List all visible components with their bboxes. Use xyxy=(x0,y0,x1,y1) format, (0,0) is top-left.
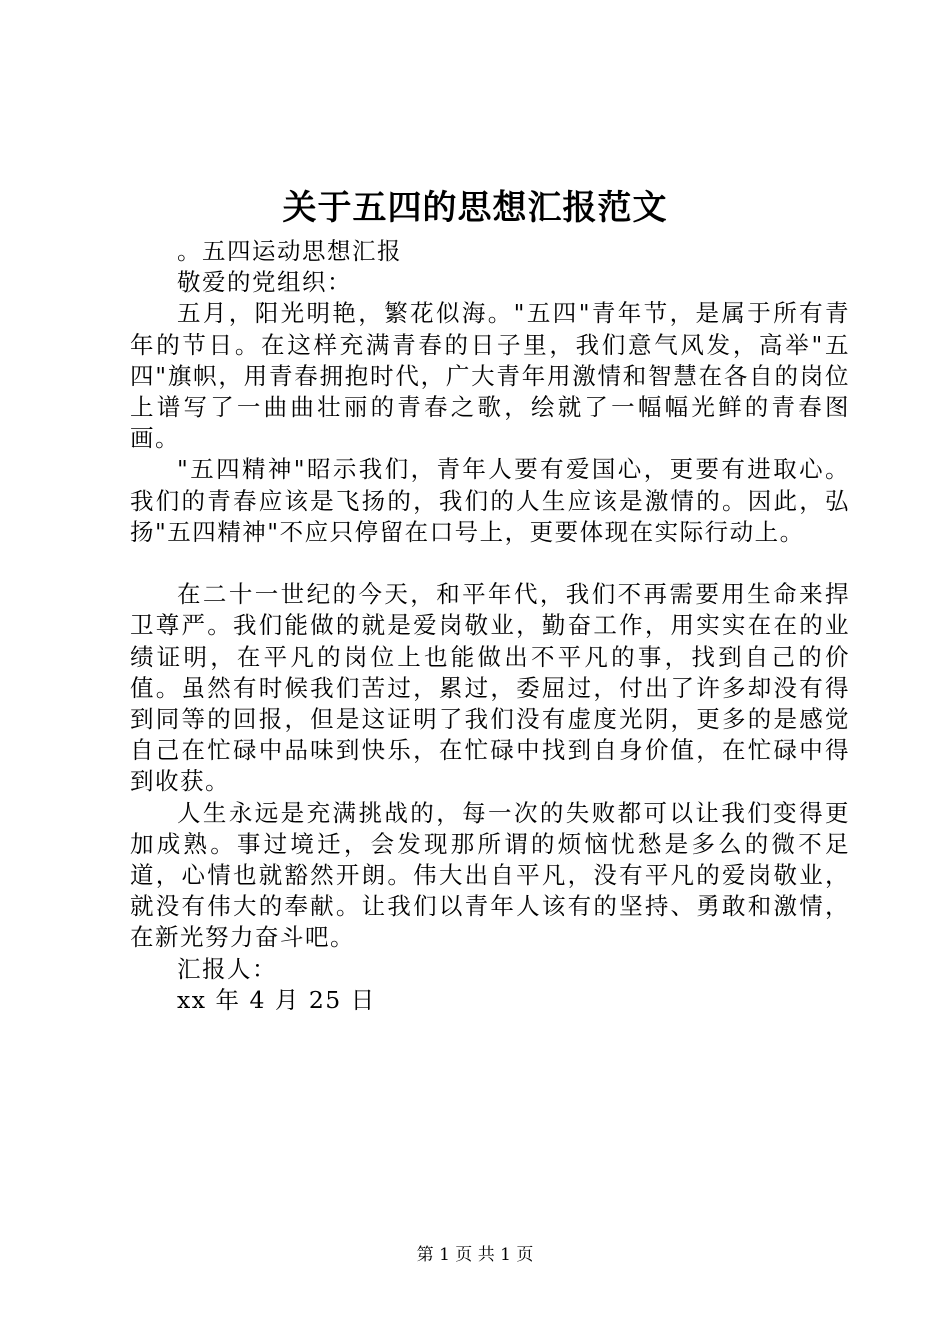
reporter-label: 汇报人： xyxy=(177,954,277,983)
page-footer: 第 1 页 共 1 页 xyxy=(416,1245,534,1265)
paragraph-2: "五四精神"昭示我们，青年人要有爱国心，更要有进取心。我们的青春应该是飞扬的，我们的人生应该是激情的。因此，弘扬"五四精神"不应只停留在口号上，更要体现在实际行动上。 xyxy=(130,455,850,546)
document-body xyxy=(130,236,850,1016)
paragraph-1: 五月，阳光明艳，繁花似海。"五四"青年节，是属于所有青年的节日。在这样充满青春的日子里，我们意气风发，高举"五四"旗帜，用青春拥抱时代，广大青年用激情和智慧在各自的岗位上谱写了一曲曲壮丽的青春之歌，绘就了一幅幅光鲜的青春图画。 xyxy=(130,299,850,453)
document-subtitle: 。五四运动思想汇报 xyxy=(177,237,402,265)
salutation: 敬爱的党组织： xyxy=(177,268,352,297)
paragraph-3: 在二十一世纪的今天，和平年代，我们不再需要用生命来捍卫尊严。我们能做的就是爱岗敬业，勤奋工作，用实实在在的业绩证明，在平凡的岗位上也能做出不平凡的事，找到自己的价值。虽然有时候我们苦过，累过，委屈过，付出了许多却没有得到同等的回报，但是这证明了我们没有虚度光阴，更多的是感觉自己在忙碌中品味到快乐，在忙碌中找到自身价值，在忙碌中得到收获。 xyxy=(130,580,850,796)
report-date: xx 年 4 月 25 日 xyxy=(177,985,376,1014)
paragraph-4: 人生永远是充满挑战的，每一次的失败都可以让我们变得更加成熟。事过境迁，会发现那所谓的烦恼忧愁是多么的微不足道，心情也就豁然开朗。伟大出自平凡，没有平凡的爱岗敬业，就没有伟大的奉献。让我们以青年人该有的坚持、勇敢和激情，在新光努力奋斗吧。 xyxy=(130,798,850,952)
document-title: 关于五四的思想汇报范文 xyxy=(282,188,668,228)
